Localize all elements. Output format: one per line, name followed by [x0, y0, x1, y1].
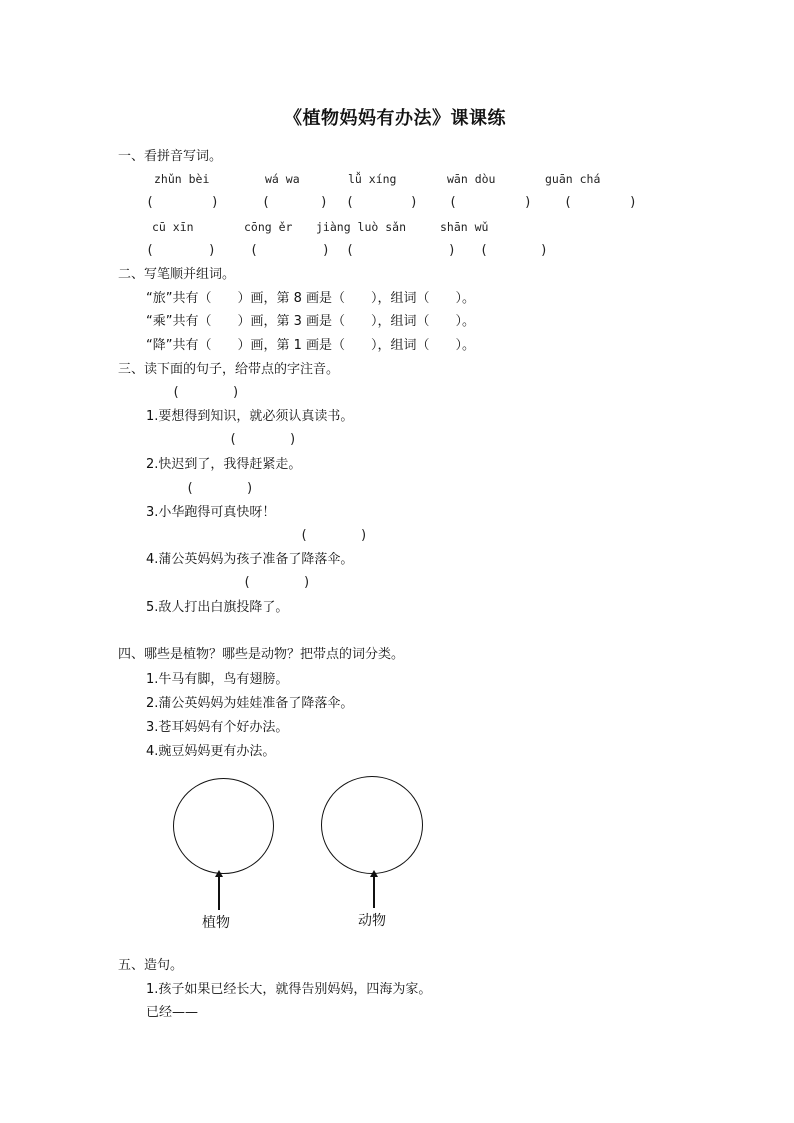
answer-blank[interactable]: ): [208, 243, 216, 258]
section-1-heading: 一、看拼音写词。: [118, 149, 223, 164]
sentence: 2.快迟到了，我得赶紧走。: [146, 457, 302, 472]
pinyin-5: guān chá: [545, 172, 601, 186]
pinyin-1: zhǔn bèi: [154, 172, 210, 186]
answer-blank[interactable]: ( ): [300, 528, 368, 543]
pinyin-7: cōng ěr: [244, 220, 293, 234]
sentence: 5.敌人打出白旗投降了。: [146, 600, 289, 615]
answer-blank[interactable]: ): [629, 195, 637, 210]
answer-blank[interactable]: ): [322, 243, 330, 258]
sentence: 2.蒲公英妈妈为娃娃准备了降落伞。: [146, 696, 354, 711]
answer-blank[interactable]: (: [480, 243, 488, 258]
answer-blank[interactable]: (: [346, 195, 354, 210]
answer-blank[interactable]: ( ): [186, 481, 254, 496]
answer-blank[interactable]: ( ): [229, 432, 297, 447]
answer-blank[interactable]: (: [262, 195, 270, 210]
answer-blank[interactable]: ): [211, 195, 219, 210]
sentence: 1.孩子如果已经长大，就得告别妈妈，四海为家。: [146, 982, 432, 997]
pinyin-3: lǚ xíng: [348, 172, 397, 186]
section-4-heading: 四、哪些是植物？哪些是动物？把带点的词分类。: [118, 647, 405, 662]
sentence: 4.豌豆妈妈更有办法。: [146, 744, 276, 759]
answer-blank[interactable]: ): [410, 195, 418, 210]
answer-blank[interactable]: (: [346, 243, 354, 258]
answer-blank[interactable]: (: [146, 195, 154, 210]
pinyin-6: cū xīn: [152, 220, 194, 234]
answer-blank[interactable]: (: [449, 195, 457, 210]
answer-blank[interactable]: ): [448, 243, 456, 258]
pinyin-2: wá wa: [265, 172, 300, 186]
pinyin-8: jiàng luò sǎn: [316, 220, 407, 234]
answer-blank[interactable]: (: [250, 243, 258, 258]
sentence: 1.要想得到知识，就必须认真读书。: [146, 409, 354, 424]
answer-blank[interactable]: ): [540, 243, 548, 258]
sentence: 1.牛马有脚，鸟有翅膀。: [146, 672, 289, 687]
answer-blank[interactable]: ( ): [172, 385, 240, 400]
answer-blank[interactable]: ( ): [243, 575, 311, 590]
answer-blank[interactable]: (: [146, 243, 154, 258]
animal-circle[interactable]: [321, 776, 423, 874]
plant-circle[interactable]: [173, 778, 274, 874]
section-5-heading: 五、造句。: [118, 958, 184, 973]
up-arrow-icon: [218, 876, 220, 910]
animal-label: 动物: [358, 913, 386, 929]
sentence: 4.蒲公英妈妈为孩子准备了降落伞。: [146, 552, 354, 567]
answer-blank[interactable]: ): [524, 195, 532, 210]
section-2-heading: 二、写笔顺并组词。: [118, 267, 236, 282]
up-arrow-icon: [373, 876, 375, 908]
pinyin-9: shān wǔ: [440, 220, 489, 234]
plant-label: 植物: [202, 915, 230, 931]
stroke-order-line: “乘”共有（ ）画，第 3 画是（ ），组词（ ）。: [146, 314, 476, 329]
sentence: 3.小华跑得可真快呀！: [146, 505, 276, 520]
sentence-prompt: 已经——: [146, 1005, 199, 1020]
stroke-order-line: “旅”共有（ ）画，第 8 画是（ ），组词（ ）。: [146, 291, 476, 306]
page-title: 《植物妈妈有办法》课课练: [284, 108, 506, 129]
stroke-order-line: “降”共有（ ）画，第 1 画是（ ），组词（ ）。: [146, 338, 476, 353]
pinyin-4: wān dòu: [447, 172, 496, 186]
answer-blank[interactable]: ): [320, 195, 328, 210]
answer-blank[interactable]: (: [564, 195, 572, 210]
section-3-heading: 三、读下面的句子，给带点的字注音。: [118, 362, 340, 377]
sentence: 3.苍耳妈妈有个好办法。: [146, 720, 289, 735]
